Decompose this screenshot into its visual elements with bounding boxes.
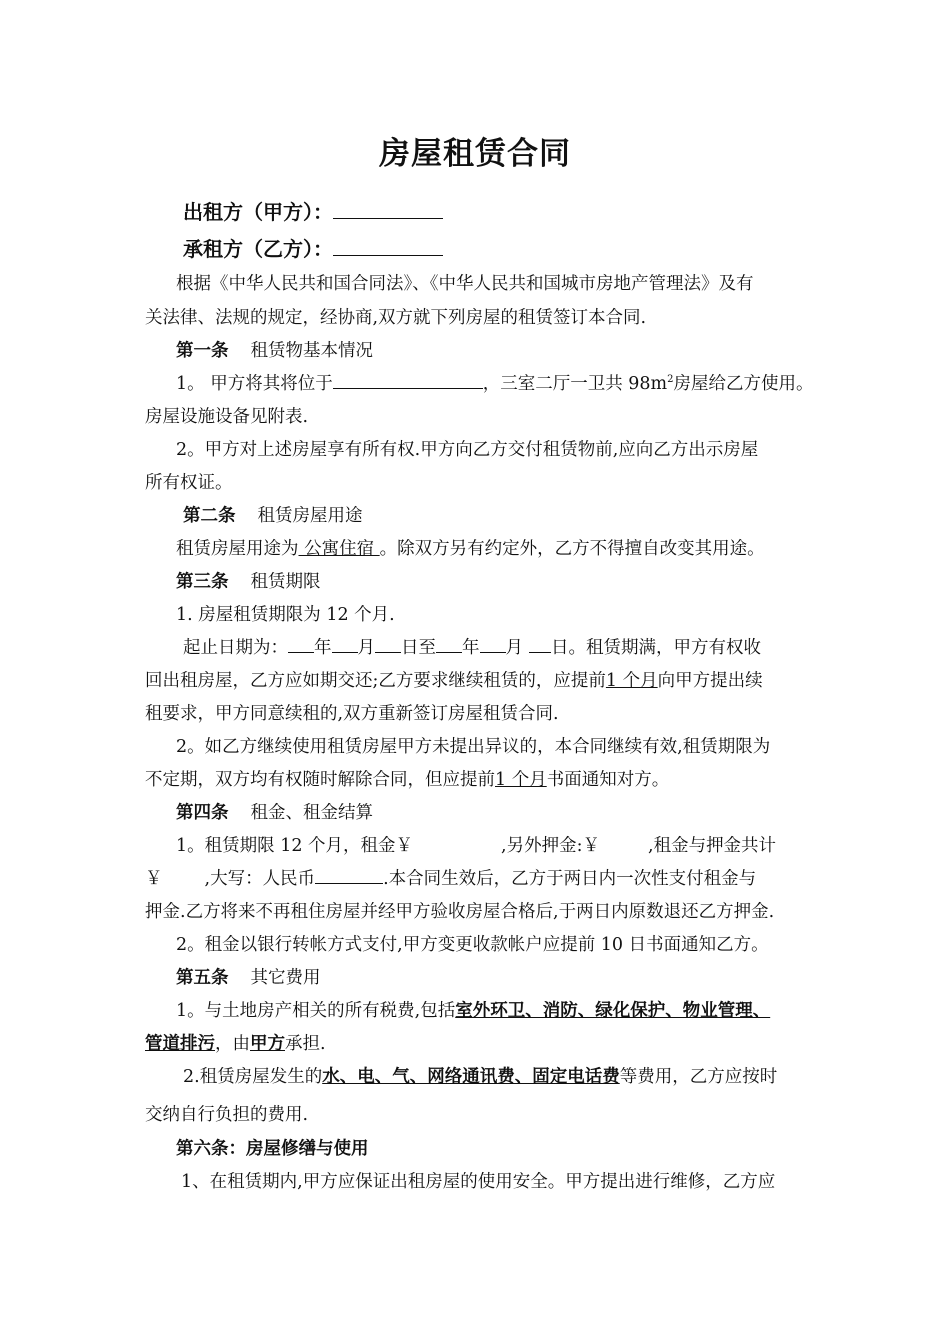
section-4-para-1-cont-1: [145, 865, 845, 890]
s5-p2-text-a: ，由: [215, 1034, 250, 1054]
end-month-blank[interactable]: [480, 634, 506, 653]
usage-value: 公寓住宿: [298, 539, 380, 559]
s3-p3b-text-a: 不定期，双方均有权随时解除合同，但应提前: [145, 770, 495, 790]
s1-p1-text-a: 1。 甲方将其将位于: [176, 374, 333, 394]
document-title: 房屋租赁合同: [379, 136, 571, 172]
section-3-para-1: 1. 房屋租赁期限为 12 个月.: [176, 605, 395, 625]
s4-p2-text-a: ￥: [145, 869, 163, 889]
section-1-number: 第一条: [176, 341, 229, 361]
section-2-name: 租赁房屋用途: [257, 506, 363, 526]
end-year-blank[interactable]: [436, 634, 462, 653]
s5-p1-text-a: 1。与土地房产相关的所有税费,包括: [176, 1001, 456, 1021]
renewal-notice-period: 1 个月: [605, 671, 658, 691]
section-1-para-1-cont: 房屋设施设备见附表.: [145, 407, 309, 427]
section-2-number: 第二条: [183, 506, 236, 526]
party-b-blank[interactable]: [333, 237, 443, 256]
section-1-heading: [176, 337, 876, 362]
start-month-blank[interactable]: [332, 634, 358, 653]
s5-p3-text-b: 等费用，乙方应按时: [619, 1067, 778, 1087]
section-3-para-2: [183, 634, 883, 659]
s5-p2-party: 甲方: [250, 1034, 285, 1054]
s3-year-label: 年: [314, 638, 332, 658]
start-year-blank[interactable]: [288, 634, 314, 653]
s3-p2b-text-b: 向甲方提出续: [657, 671, 763, 691]
section-1-para-1: [176, 370, 876, 395]
s4-p1-text-c: ,租金与押金共计: [648, 836, 777, 856]
section-3-para-2-cont-2: 租要求，甲方同意续租的,双方重新签订房屋租赁合同.: [145, 704, 559, 724]
party-b-label: 承租方（乙方）：: [183, 237, 333, 261]
party-a-line: [183, 196, 443, 225]
section-6-heading: [176, 1135, 876, 1160]
section-6-title: 第六条：房屋修缮与使用: [176, 1139, 369, 1159]
s3-end-month-label: 月: [505, 638, 523, 658]
s1-p1-text-b: ，三室二厅一卫共 98m: [482, 374, 668, 394]
section-3-para-3-cont: [145, 766, 845, 791]
s2-p1-text-a: 租赁房屋用途为: [176, 539, 299, 559]
s1-p1-sup: 2: [667, 374, 674, 386]
s1-p1-text-c: 房屋给乙方使用。: [673, 374, 814, 394]
s3-p3b-text-b: 书面通知对方。: [546, 770, 670, 790]
section-4-name: 租金、租金结算: [250, 803, 373, 823]
section-2-para-1: [176, 535, 876, 560]
section-4-para-2: 2。租金以银行转帐方式支付,甲方变更收款帐户应提前 10 日书面通知乙方。: [176, 935, 769, 955]
section-5-para-1: [176, 997, 876, 1022]
section-4-para-1-cont-2: 押金.乙方将来不再租住房屋并经甲方验收房屋合格后,于两日内原数退还乙方押金.: [145, 902, 775, 922]
section-5-para-1-cont: [145, 1030, 845, 1055]
s3-day-to-label: 日至: [401, 638, 436, 658]
s5-p2-text-b: 承担.: [285, 1034, 326, 1054]
s3-end-year-label: 年: [462, 638, 480, 658]
intro-line-2: 关法律、法规的规定，经协商,双方就下列房屋的租赁签订本合同.: [145, 308, 647, 328]
s5-p1-items: 室外环卫、消防、绿化保护、物业管理、: [455, 1001, 771, 1021]
party-b-line: [183, 233, 443, 262]
location-blank[interactable]: [333, 370, 483, 389]
section-5-name: 其它费用: [250, 968, 321, 988]
s3-month-label: 月: [357, 638, 375, 658]
party-a-label: 出租方（甲方）：: [183, 200, 333, 224]
section-3-number: 第三条: [176, 572, 229, 592]
s3-p2b-text-a: 回出租房屋，乙方应如期交还;乙方要求继续租赁的，应提前: [145, 671, 606, 691]
section-5-para-2: [183, 1063, 883, 1088]
section-3-para-2-cont-1: [145, 667, 845, 692]
s4-p1-text-a: 1。租赁期限 12 个月，租金￥: [176, 836, 414, 856]
section-1-para-2-cont: 所有权证。: [145, 473, 233, 493]
section-6-para-1: 1、在租赁期内,甲方应保证出租房屋的使用安全。甲方提出进行维修，乙方应: [181, 1172, 776, 1192]
s5-p3-text-a: 2.租赁房屋发生的: [183, 1067, 323, 1087]
s5-p3-items: 水、电、气、网络通讯费、固定电话费: [322, 1067, 620, 1087]
s3-day-end-text: 日。租赁期满，甲方有权收: [551, 638, 761, 658]
s2-p1-text-b: 。除双方另有约定外，乙方不得擅自改变其用途。: [379, 539, 765, 559]
intro-line-1: 根据《中华人民共和国合同法》、《中华人民共和国城市房地产管理法》及有: [176, 274, 754, 294]
section-3-para-3: 2。如乙方继续使用租赁房屋甲方未提出异议的，本合同继续有效,租赁期限为: [176, 737, 771, 757]
s4-p2-text-c: .本合同生效后，乙方于两日内一次性支付租金与: [383, 869, 757, 889]
section-5-para-2-cont: 交纳自行负担的费用.: [145, 1105, 309, 1125]
amount-in-words-blank[interactable]: [315, 865, 383, 884]
termination-notice-period: 1 个月: [495, 770, 547, 790]
section-5-heading: [176, 964, 876, 989]
s4-p1-text-b: ,另外押金:￥: [501, 836, 600, 856]
section-4-number: 第四条: [176, 803, 229, 823]
party-a-blank[interactable]: [333, 200, 443, 219]
section-1-name: 租赁物基本情况: [250, 341, 373, 361]
section-4-para-1: [176, 832, 876, 857]
s5-p2-items: 管道排污: [145, 1034, 215, 1054]
section-2-heading: [183, 502, 883, 527]
s3-dates-lead: 起止日期为：: [183, 638, 288, 658]
start-day-blank[interactable]: [375, 634, 401, 653]
end-day-blank[interactable]: [529, 634, 551, 653]
s4-p2-text-b: ,大写：人民币: [204, 869, 316, 889]
section-3-heading: [176, 568, 876, 593]
section-1-para-2: 2。甲方对上述房屋享有所有权.甲方向乙方交付租赁物前,应向乙方出示房屋: [176, 440, 759, 460]
section-4-heading: [176, 799, 876, 824]
section-5-number: 第五条: [176, 968, 229, 988]
section-3-name: 租赁期限: [250, 572, 321, 592]
